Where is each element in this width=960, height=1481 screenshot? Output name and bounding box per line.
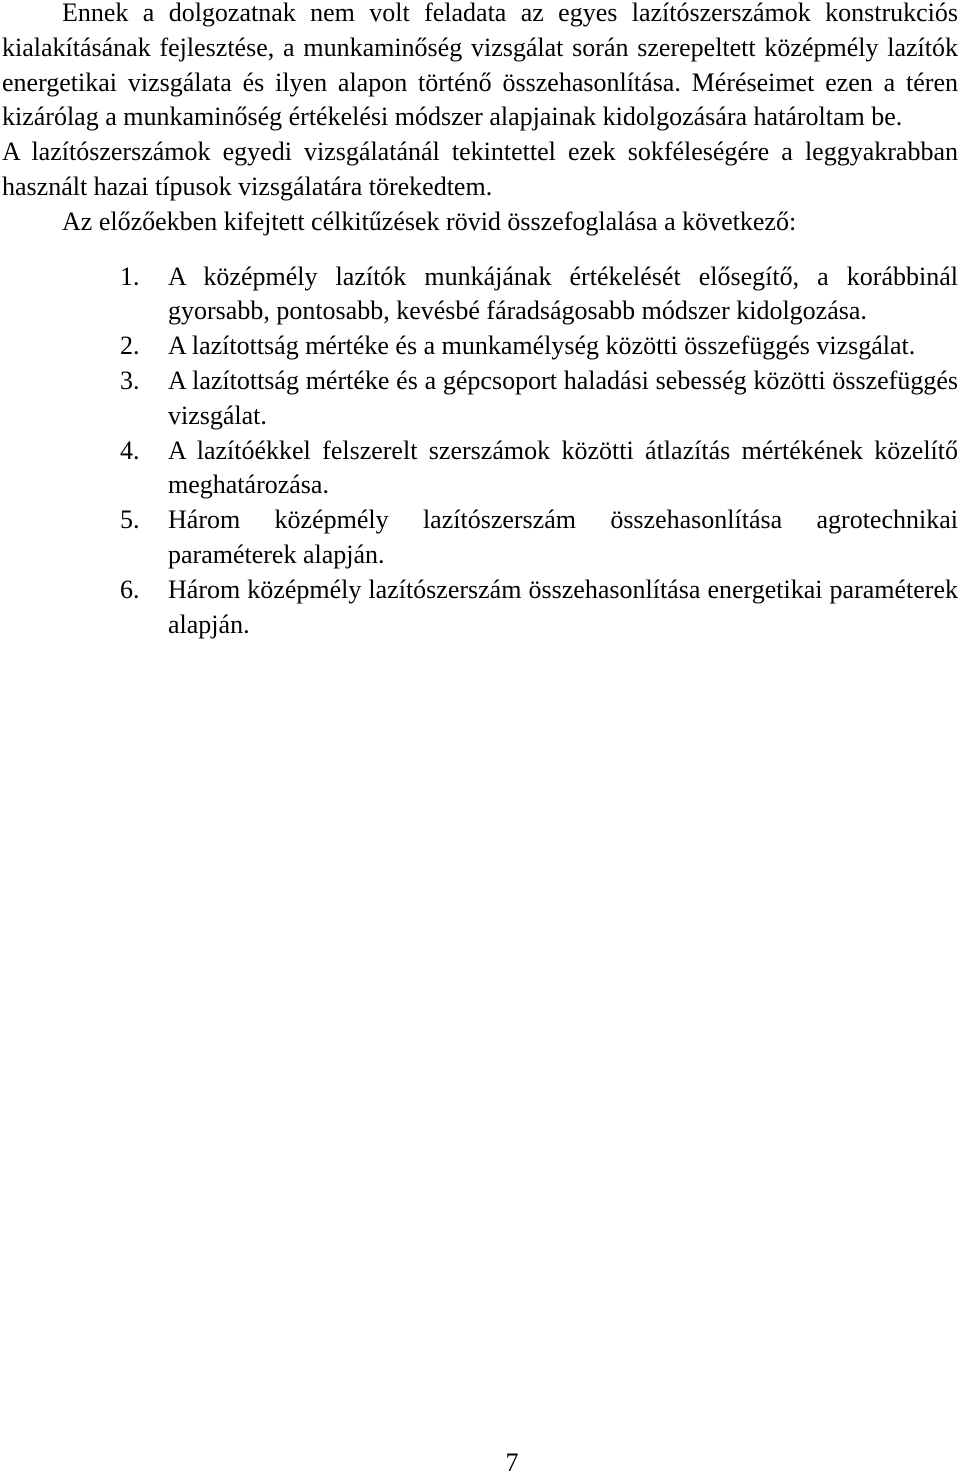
list-item [2, 364, 958, 434]
list-item-number: 1. [120, 261, 140, 291]
list-item-text: A lazítottság mértéke és a munkamélység közötti összefüggés vizsgálat. [168, 331, 916, 361]
list-item [2, 573, 958, 643]
paragraph-tool-types: A lazítószerszámok egyedi vizsgálatánál tekintettel ezek sokféleségére a leggyakrabban használt hazai típusok vizsgálatára törekedtem. [2, 137, 958, 201]
page-number: 7 [505, 1448, 519, 1477]
paragraph-objectives-intro: Az előzőekben kifejtett célkitűzések rövid összefoglalása a következő: [62, 206, 797, 236]
list-item-text: A lazítóékkel felszerelt szerszámok közötti átlazítás mértékének közelítő meghatározása. [168, 435, 958, 500]
list-item [2, 329, 958, 364]
list-item [2, 260, 958, 330]
list-item-text: Három középmély lazítószerszám összehasonlítása agrotechnikai paraméterek alapján. [168, 505, 958, 569]
list-item [2, 434, 958, 504]
paragraph-scope: Ennek a dolgozatnak nem volt feladata az egyes lazítószerszámok konstrukciós kialakításának fejlesztése, a munkaminőség vizsgálat során szerepeltett középmély lazítók energetikai vizsgálata és ilyen alapon történő összehasonlítása. Méréseimet ezen a téren kizárólag a munkaminőség értékelési módszer alapjainak kidolgozására határoltam be. [2, 0, 958, 132]
list-item [2, 503, 958, 573]
list-item-number: 2. [120, 331, 140, 361]
list-item-text: A középmély lazítók munkájának értékelését elősegítő, a korábbinál gyorsabb, pontosabb, kevésbé fáradságosabb módszer kidolgozása. [168, 261, 958, 326]
list-item-text: A lazítottság mértéke és a gépcsoport haladási sebesség közötti összefüggés vizsgálat. [168, 365, 958, 430]
list-item-text: Három középmély lazítószerszám összehasonlítása energetikai paraméterek alapján. [168, 574, 958, 639]
page-content [2, 0, 958, 642]
list-item-number: 3. [120, 365, 140, 395]
list-item-number: 6. [120, 574, 140, 604]
list-item-number: 5. [120, 505, 140, 535]
list-item-number: 4. [120, 435, 140, 465]
objectives-list [2, 260, 958, 643]
